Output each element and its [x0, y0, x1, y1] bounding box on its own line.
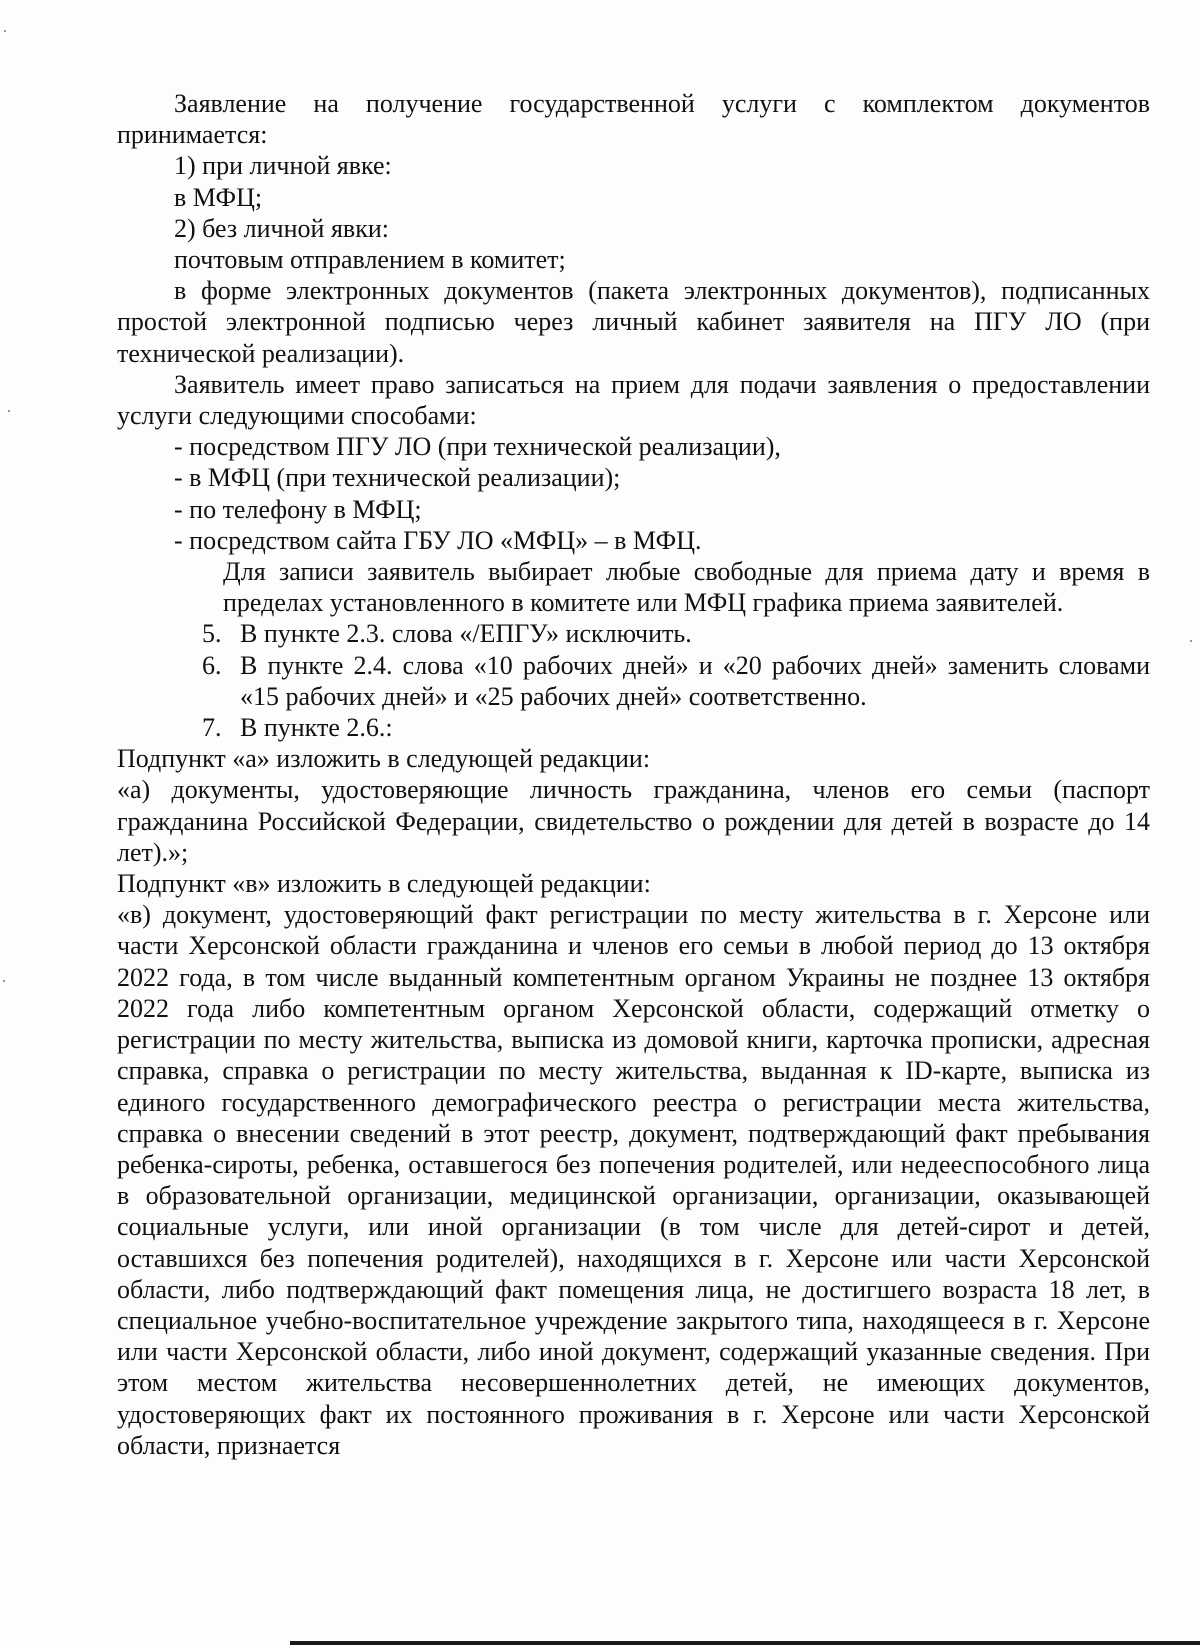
paragraph-electronic-documents: в форме электронных документов (пакета электронных документов), подписанных простой электронной подписью через личный кабинет заявителя на ПГУ ЛО (при технической реализации). [117, 276, 1150, 368]
paragraph-subitem-a-text: «а) документы, удостоверяющие личность гражданина, членов его семьи (паспорт гражданина Российской Федерации, свидетельство о рождении для детей в возрасте до 14 лет).»; [117, 775, 1150, 867]
item-text: В пункте 2.6.: [240, 713, 393, 743]
list-item-mfc-tech: - в МФЦ (при технической реализации); [174, 463, 621, 493]
item-text: В пункте 2.3. слова «/ЕПГУ» исключить. [240, 619, 692, 649]
list-item-postal: почтовым отправлением в комитет; [174, 245, 566, 275]
paragraph-application-acceptance: Заявление на получение государственной услуги с комплектом документов принимается: [117, 89, 1150, 150]
paragraph-subitem-a-header: Подпункт «а» изложить в следующей редакции: [117, 744, 651, 774]
numbered-item-7 [117, 712, 1150, 743]
item-text: В пункте 2.4. слова «10 рабочих дней» и «20 рабочих дней» заменить словами «15 рабочих дней» и «25 рабочих дней» соответственно. [240, 650, 1150, 711]
document-body [117, 88, 1150, 1461]
list-item-in-person: 1) при личной явке: [174, 151, 392, 181]
scan-speck [8, 410, 10, 412]
list-item-website: - посредством сайта ГБУ ЛО «МФЦ» – в МФЦ. [174, 525, 702, 555]
paragraph-subitem-v-header: Подпункт «в» изложить в следующей редакции: [117, 869, 651, 899]
item-number: 6. [202, 650, 222, 680]
list-item-mfc: в МФЦ; [174, 182, 263, 212]
paragraph-subitem-v-text: «в) документ, удостоверяющий факт регистрации по месту жительства в г. Херсоне или части Херсонской области гражданина и членов его семьи в любой период до 13 октября 2022 года, в том числе выданный компетентным органом Украины не позднее 13 октября 2022 года либо компетентным органом Херсонской области, содержащий отметку о регистрации по месту жительства, выписка из домовой книги, карточка прописки, адресная справка, справка о регистрации по месту жительства, выданная к ID-карте, выписка из единого государственного демографического реестра о регистрации места жительства, справка о внесении сведений в этот реестр, документ, подтверждающий факт пребывания ребенка-сироты, ребенка, оставшегося без попечения родителей, или недееспособного лица в образовательной организации, медицинской организации, организации, оказывающей социальные услуги, или иной организации (в том числе для детей-сирот и детей, оставшихся без попечения родителей), находящихся в г. Херсоне или части Херсонской области, либо подтверждающий факт помещения лица, не достигшего возраста 18 лет, в специальное учебно-воспитательное учреждение закрытого типа, находящееся в г. Херсоне или части Херсонской области, либо иной документ, содержащий указанные сведения. При этом местом жительства несовершеннолетних детей, не имеющих документов, удостоверяющих факт их постоянного проживания в г. Херсоне или части Херсонской области, признается [117, 900, 1150, 1460]
item-number: 7. [202, 713, 222, 743]
item-number: 5. [202, 619, 222, 649]
numbered-item-5 [117, 618, 1150, 649]
paragraph-appointment-choice: Для записи заявитель выбирает любые свободные для приема дату и время в пределах установленного в комитете или МФЦ графика приема заявителей. [223, 557, 1150, 618]
list-item-without-visit: 2) без личной явки: [174, 213, 389, 243]
numbered-item-6 [117, 650, 1150, 712]
list-item-pgu-lo: - посредством ПГУ ЛО (при технической реализации), [174, 432, 781, 462]
scan-edge-line [290, 1641, 1200, 1645]
list-item-phone: - по телефону в МФЦ; [174, 494, 422, 524]
paragraph-appointment-right: Заявитель имеет право записаться на прием для подачи заявления о предоставлении услуги следующими способами: [117, 369, 1150, 431]
scan-speck [3, 980, 5, 982]
scan-speck [1190, 640, 1192, 642]
scan-speck [4, 30, 6, 32]
